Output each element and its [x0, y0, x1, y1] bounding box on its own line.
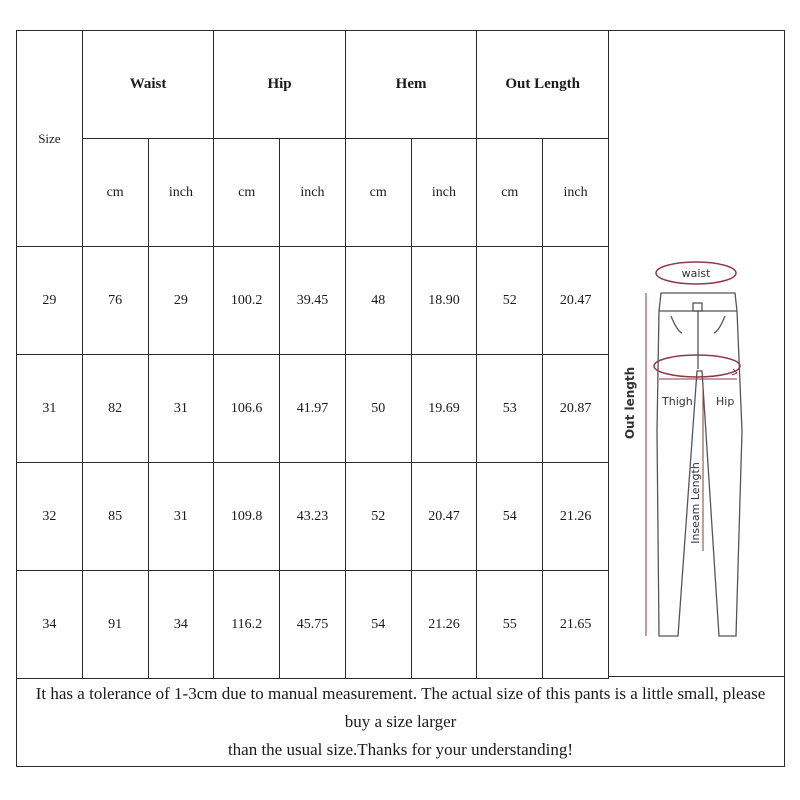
unit-cm: cm	[477, 139, 543, 247]
hip-inch-cell: 45.75	[280, 571, 346, 679]
note-line-2: than the usual size.Thanks for your understanding!	[227, 739, 574, 759]
size-cell: 31	[17, 355, 83, 463]
unit-inch: inch	[411, 139, 477, 247]
unit-header-row	[17, 139, 609, 247]
out-length-cm-cell: 55	[477, 571, 543, 679]
hem-cm-cell: 48	[345, 247, 411, 355]
waist-cm-cell: 76	[82, 247, 148, 355]
hip-header: Hip	[214, 31, 346, 139]
table-row	[17, 571, 609, 679]
tolerance-note	[16, 677, 785, 767]
hem-inch-cell: 20.47	[411, 463, 477, 571]
hem-cm-cell: 50	[345, 355, 411, 463]
waist-inch-cell: 34	[148, 571, 214, 679]
unit-inch: inch	[543, 139, 609, 247]
size-chart-table	[16, 30, 609, 679]
size-cell: 29	[17, 247, 83, 355]
inseam-length-label: Inseam Length	[689, 462, 702, 544]
waist-inch-cell: 31	[148, 463, 214, 571]
out-length-inch-cell: 21.65	[543, 571, 609, 679]
hip-label: Hip	[716, 395, 735, 408]
hem-inch-cell: 18.90	[411, 247, 477, 355]
out-length-inch-cell: 20.47	[543, 247, 609, 355]
hip-cm-cell: 106.6	[214, 355, 280, 463]
hip-cm-cell: 109.8	[214, 463, 280, 571]
size-cell: 32	[17, 463, 83, 571]
out-length-inch-cell: 20.87	[543, 355, 609, 463]
waist-cm-cell: 85	[82, 463, 148, 571]
hip-inch-cell: 39.45	[280, 247, 346, 355]
unit-cm: cm	[345, 139, 411, 247]
hip-cm-cell: 116.2	[214, 571, 280, 679]
unit-inch: inch	[280, 139, 346, 247]
waist-header: Waist	[82, 31, 214, 139]
unit-cm: cm	[82, 139, 148, 247]
waist-label: waist	[681, 267, 711, 280]
hem-inch-cell: 21.26	[411, 571, 477, 679]
waist-inch-cell: 29	[148, 247, 214, 355]
table-row	[17, 247, 609, 355]
waist-cm-cell: 82	[82, 355, 148, 463]
hem-cm-cell: 54	[345, 571, 411, 679]
pants-diagram	[609, 31, 785, 678]
pants-diagram-cell	[609, 30, 785, 677]
hip-inch-cell: 41.97	[280, 355, 346, 463]
out-length-cm-cell: 54	[477, 463, 543, 571]
out-length-label: Out length	[623, 366, 637, 440]
out-length-cm-cell: 52	[477, 247, 543, 355]
hem-cm-cell: 52	[345, 463, 411, 571]
thigh-label: Thigh	[662, 395, 693, 408]
waist-cm-cell: 91	[82, 571, 148, 679]
out-length-header: Out Length	[477, 31, 609, 139]
hip-inch-cell: 43.23	[280, 463, 346, 571]
table-row	[17, 355, 609, 463]
hip-cm-cell: 100.2	[214, 247, 280, 355]
waist-inch-cell: 31	[148, 355, 214, 463]
out-length-cm-cell: 53	[477, 355, 543, 463]
out-length-inch-cell: 21.26	[543, 463, 609, 571]
hem-header: Hem	[345, 31, 477, 139]
note-text	[31, 680, 770, 764]
size-header: Size	[17, 31, 83, 247]
note-line-1: It has a tolerance of 1-3cm due to manual measurement. The actual size of this pants is a little small, please buy a size larger	[35, 683, 766, 731]
group-header-row	[17, 31, 609, 139]
unit-inch: inch	[148, 139, 214, 247]
unit-cm: cm	[214, 139, 280, 247]
hem-inch-cell: 19.69	[411, 355, 477, 463]
size-cell: 34	[17, 571, 83, 679]
table-row	[17, 463, 609, 571]
